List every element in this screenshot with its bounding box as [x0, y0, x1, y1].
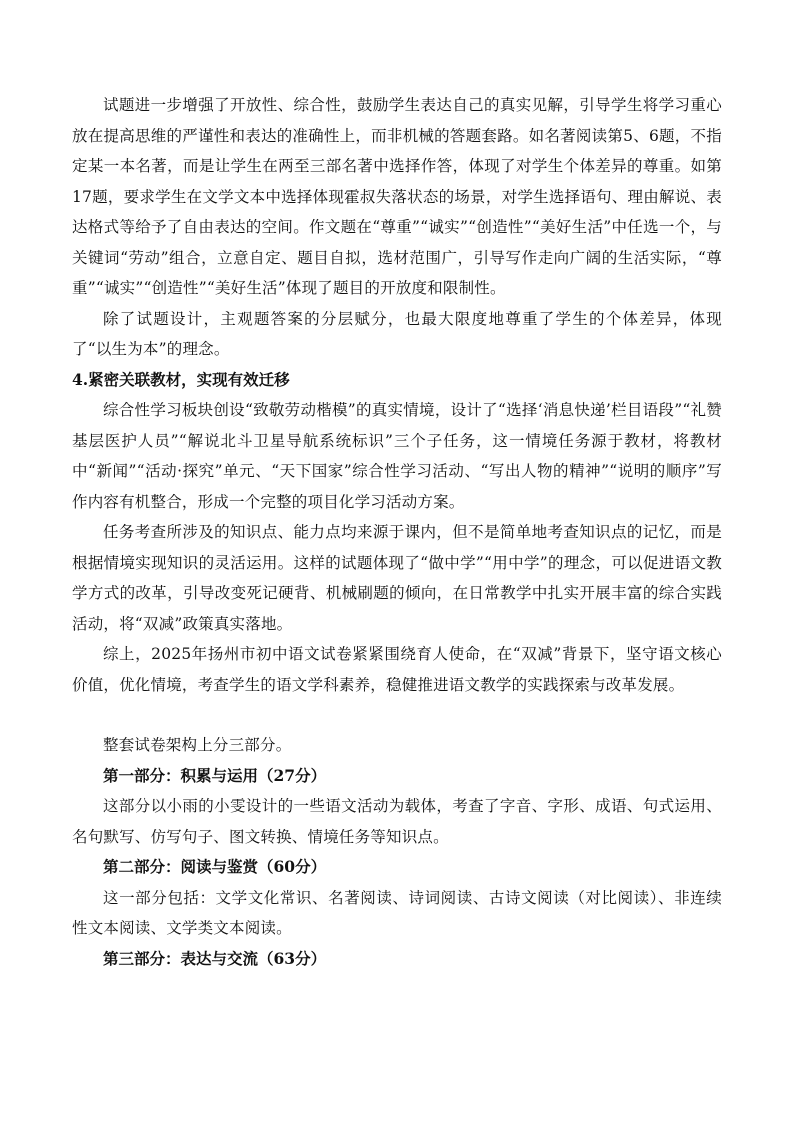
document-body [72, 90, 722, 974]
heading-textbook-link: 4.紧密关联教材，实现有效迁移 [72, 369, 290, 389]
paragraph-part-one: 这部分以小雨的小雯设计的一些语文活动为载体，考查了字音、字形、成语、句式运用、名句默写、仿写句子、图文转换、情境任务等知识点。 [72, 797, 722, 846]
paragraph-part-two: 这一部分包括：文学文化常识、名著阅读、诗词阅读、古诗文阅读（对比阅读）、非连续性文本阅读、文学类文本阅读。 [72, 888, 722, 937]
blank-line [72, 700, 722, 730]
paragraph-layered-scoring: 除了试题设计，主观题答案的分层赋分，也最大限度地尊重了学生的个体差异，体现了“以生为本”的理念。 [72, 309, 722, 358]
paragraph-summary: 综上，2025年扬州市初中语文试卷紧紧围绕育人使命，在“双减”背景下，坚守语文核心价值，优化情境，考查学生的语文学科素养，稳健推进语文教学的实践探索与改革发展。 [72, 645, 722, 694]
paragraph-knowledge-points: 任务考查所涉及的知识点、能力点均来源于课内，但不是简单地考查知识点的记忆，而是根据情境实现知识的灵活运用。这样的试题体现了“做中学”“用中学”的理念，可以促进语文教学方式的改革，引导改变死记硬背、机械刷题的倾向，在日常教学中扎实开展丰富的综合实践活动，将“双减”政策真实落地。 [72, 523, 722, 633]
paragraph-openness: 试题进一步增强了开放性、综合性，鼓励学生表达自己的真实见解，引导学生将学习重心放在提高思维的严谨性和表达的准确性上，而非机械的答题套路。如名著阅读第5、6题，不指定某一本名著，而是让学生在两至三部名著中选择作答，体现了对学生个体差异的尊重。如第17题，要求学生在文学文本中选择体现霍叔失落状态的场景，对学生选择语句、理由解说、表达格式等给予了自由表达的空间。作文题在“尊重”“诚实”“创造性”“美好生活”中任选一个，与关键词“劳动”组合，立意自定、题目自拟，选材范围广，引导写作走向广阔的生活实际，“尊重”“诚实”“创造性”“美好生活”体现了题目的开放度和限制性。 [72, 96, 722, 297]
section-part-two: 第二部分：阅读与鉴赏（60分） [103, 857, 327, 876]
section-part-one: 第一部分：积累与运用（27分） [103, 765, 327, 785]
paragraph-structure-intro: 整套试卷架构上分三部分。 [103, 736, 292, 754]
section-part-three: 第三部分：表达与交流（63分） [103, 948, 327, 968]
paragraph-comprehensive-learning: 综合性学习板块创设“致敬劳动楷模”的真实情境，设计了“选择‘消息快递’栏目语段”“礼赞基层医护人员”“解说北斗卫星导航系统标识”三个子任务，这一情境任务源于教材，将教材中“新闻”“活动·探究”单元、“天下国家”综合性学习活动、“写出人物的精神”“说明的顺序”写作内容有机整合，形成一个完整的项目化学习活动方案。 [72, 401, 722, 511]
